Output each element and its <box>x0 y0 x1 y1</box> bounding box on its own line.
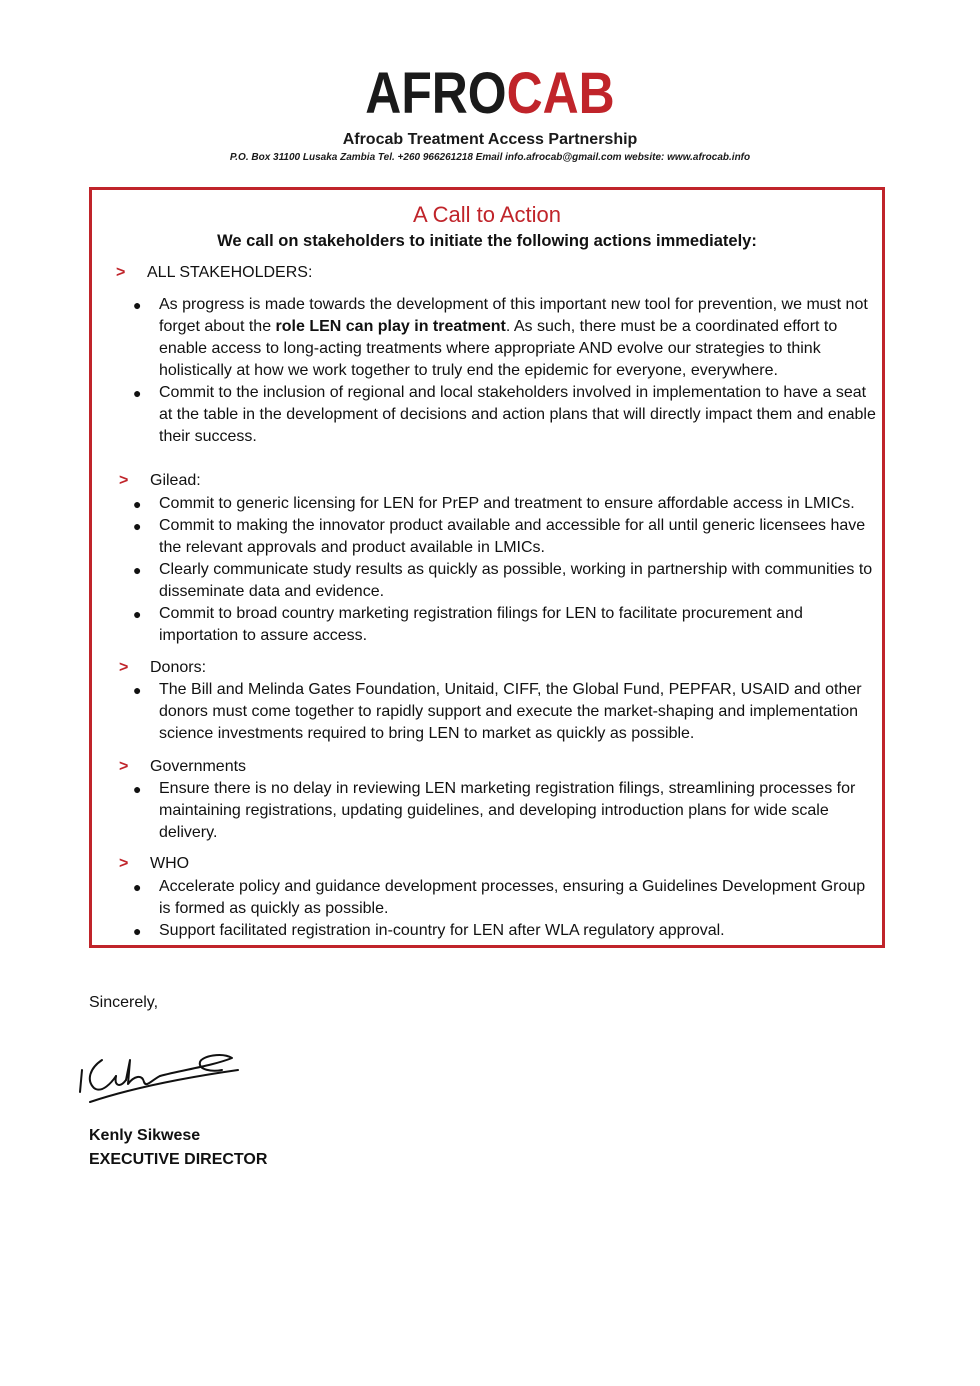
bullet-icon: ● <box>133 562 142 578</box>
list-item <box>92 515 888 559</box>
section-heading-donors <box>119 657 419 679</box>
bullet-list-all-stakeholders <box>92 294 888 448</box>
section-marker-icon: > <box>119 758 129 775</box>
list-item <box>92 559 888 603</box>
bullet-text: Commit to the inclusion of regional and local stakeholders involved in implementation to have a seat at the table in the development of decisions and action plans that will directly impact them and enable their success. <box>159 384 876 445</box>
bullet-text-bold: role LEN can play in treatment <box>275 318 506 335</box>
section-heading-gilead <box>119 470 419 492</box>
bullet-icon: ● <box>133 606 142 622</box>
bullet-icon: ● <box>133 496 142 512</box>
call-to-action-title: A Call to Action <box>413 202 561 227</box>
bullet-icon: ● <box>133 923 142 939</box>
bullet-text: Commit to generic licensing for LEN for PrEP and treatment to ensure affordable access in LMICs. <box>159 495 855 512</box>
list-item <box>92 294 888 382</box>
logo-part-afro: AFRO <box>365 61 507 126</box>
bullet-text-pre: As progress is made towards the development of this important new tool for prevention, we must not forget about the <box>159 296 868 335</box>
section-marker-icon: > <box>119 472 129 489</box>
section-heading-governments <box>119 756 419 778</box>
bullet-text: Support facilitated registration in-country for LEN after WLA regulatory approval. <box>159 922 725 939</box>
list-item <box>92 876 888 920</box>
call-to-action-subtitle: We call on stakeholders to initiate the following actions immediately: <box>217 232 757 250</box>
list-item <box>92 679 888 745</box>
section-label: Donors: <box>150 659 207 676</box>
call-to-action-box <box>89 187 885 948</box>
list-item <box>92 382 888 448</box>
bullet-icon: ● <box>133 385 142 401</box>
bullet-icon: ● <box>133 781 142 797</box>
section-heading-who <box>119 853 419 875</box>
bullet-text: Ensure there is no delay in reviewing LEN marketing registration filings, streamlining processes for maintaining registrations, updating guidelines, and developing introduction plans for wide scale delivery. <box>159 780 856 841</box>
section-label: WHO <box>150 855 190 872</box>
signer-title: EXECUTIVE DIRECTOR <box>89 1151 268 1168</box>
list-item <box>92 493 888 515</box>
letterhead <box>0 62 980 164</box>
bullet-text: The Bill and Melinda Gates Foundation, Unitaid, CIFF, the Global Fund, PEPFAR, USAID and other donors must come together to rapidly support and execute the market-shaping and implementation science investments required to bring LEN to market as quickly as possible. <box>159 681 862 742</box>
signer-name: Kenly Sikwese <box>89 1127 201 1144</box>
bullet-text-post: . As such, there must be a coordinated effort to enable access to long-acting treatments where appropriate AND evolve our strategies to think holistically at how we work together to truly end the epidemic for everyone, everywhere. <box>159 318 838 379</box>
section-marker-icon: > <box>116 264 126 281</box>
section-marker-icon: > <box>119 659 129 676</box>
section-label: Governments <box>150 758 247 775</box>
bullet-list-governments <box>92 778 888 844</box>
bullet-icon: ● <box>133 879 142 895</box>
bullet-text: Commit to making the innovator product available and accessible for all until generic licensees have the relevant approvals and product available in LMICs. <box>159 517 866 556</box>
bullet-icon: ● <box>133 297 142 313</box>
bullet-text: Accelerate policy and guidance development processes, ensuring a Guidelines Development Group is formed as quickly as possible. <box>159 878 866 917</box>
bullet-icon: ● <box>133 682 142 698</box>
contact-line: P.O. Box 31100 Lusaka Zambia Tel. +260 966261218 Email info.afrocab@gmail.com website: www.afrocab.info <box>229 152 751 163</box>
section-label: ALL STAKEHOLDERS: <box>147 264 313 281</box>
bullet-text: Commit to broad country marketing registration filings for LEN to facilitate procurement and importation to assure access. <box>159 605 803 644</box>
bullet-text: Clearly communicate study results as quickly as possible, working in partnership with communities to disseminate data and evidence. <box>159 561 873 600</box>
list-item <box>92 778 888 844</box>
section-marker-icon: > <box>119 855 129 872</box>
bullet-list-who <box>92 876 888 942</box>
bullet-list-donors <box>92 679 888 745</box>
list-item <box>92 920 888 942</box>
logo-part-cab: CAB <box>506 61 615 126</box>
afrocab-logo <box>365 62 614 126</box>
list-item <box>92 603 888 647</box>
bullet-icon: ● <box>133 518 142 534</box>
handwritten-signature-icon <box>72 1030 242 1110</box>
bullet-list-gilead <box>92 493 888 647</box>
section-label: Gilead: <box>150 472 201 489</box>
closing-salutation: Sincerely, <box>89 994 159 1011</box>
organization-name: Afrocab Treatment Access Partnership <box>342 131 638 148</box>
section-heading-all-stakeholders <box>116 262 416 284</box>
